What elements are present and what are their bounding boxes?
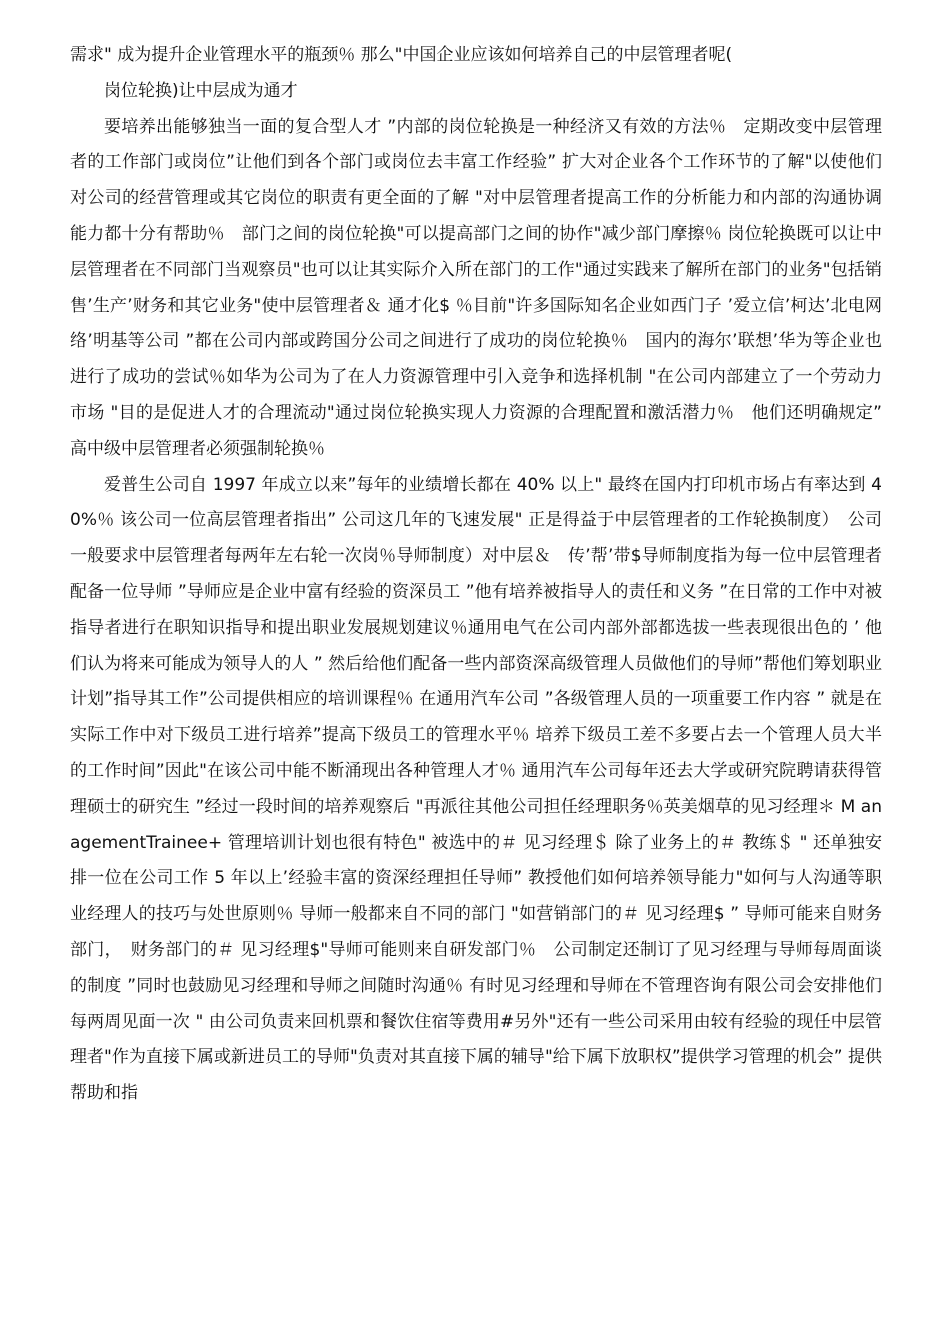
paragraph-mentor-system: 爱普生公司自 1997 年成立以来”每年的业绩增长都在 40% 以上" 最终在国内打印机市场占有率达到 40%％ 该公司一位高层管理者指出” 公司这几年的飞速发展" 正是得益于中层管理者的工作轮换制度） 公司一般要求中层管理者每两年左右轮一次岗％导师制度）对中层＆ 传’帮’带$导师制度指为每一位中层管理者配备一位导师 ”导师应是企业中富有经验的资深员工 ”他有培养被指导人的责任和义务 ”在日常的工作中对被指导者进行在职知识指导和提出职业发展规划建议％通用电气在公司内部外部都选拔一些表现很出色的 ’ 他们认为将来可能成为领导人的人 ” 然后给他们配备一些内部资深高级管理人员做他们的导师”帮他们筹划职业计划”指导其工作”公司提供相应的培训课程％ 在通用汽车公司 ”各级管理人员的一项重要工作内容 ” 就是在实际工作中对下级员工进行培养”提高下级员工的管理水平％ 培养下级员工差不多要占去一个管理人员大半的工作时间”因此"在该公司中能不断涌现出各种管理人才％ 通用汽车公司每年还去大学或研究院聘请获得管理硕士的研究生 ”经过一段时间的培养观察后 "再派往其他公司担任经理职务％英美烟草的见习经理＊ M anagementTrainee+ 管理培训计划也很有特色" 被选中的＃ 见习经理＄ 除了业务上的＃ 教练＄ " 还单独安排一位在公司工作 5 年以上’经验丰富的资深经理担任导师” 教授他们如何培养领导能力"如何与人沟通等职业经理人的技巧与处世原则％ 导师一般都来自不同的部门 "如营销部门的＃ 见习经理$ ” 导师可能来自财务部门， 财务部门的＃ 见习经理$"导师可能则来自研发部门％ 公司制定还制订了见习经理与导师每周面谈的制度 ”同时也鼓励见习经理和导师之间随时沟通％ 有时见习经理和导师在不管理咨询有限公司会安排他们每两周见面一次 " 由公司负责来回机票和餐饮住宿等费用#另外"还有一些公司采用由较有经验的现任中层管理者"作为直接下属或新进员工的导师"负责对其直接下属的辅导"给下属下放职权”提供学习管理的机会” 提供帮助和指	[70, 474, 882, 1104]
document-page	[70, 38, 882, 1112]
paragraph-job-rotation: 要培养出能够独当一面的复合型人才 ”内部的岗位轮换是一种经济又有效的方法％ 定期改变中层管理者的工作部门或岗位”让他们到各个部门或岗位去丰富工作经验” 扩大对企业各个工作环节的了解"以使他们对公司的经营管理或其它岗位的职责有更全面的了解 "对中层管理者提高工作的分析能力和内部的沟通协调能力都十分有帮助％ 部门之间的岗位轮换"可以提高部门之间的协作"减少部门摩擦％ 岗位轮换既可以让中层管理者在不同部门当观察员"也可以让其实际介入所在部门的工作"通过实践来了解所在部门的业务"包括销售’生产’财务和其它业务"使中层管理者＆ 通才化$ ％目前"许多国际知名企业如西门子 ’爱立信’柯达’北电网络’明基等公司 ”都在公司内部或跨国分公司之间进行了成功的岗位轮换％ 国内的海尔’联想’华为等企业也进行了成功的尝试％如华为公司为了在人力资源管理中引入竞争和选择机制 "在公司内部建立了一个劳动力市场 "目的是促进人才的合理流动"通过岗位轮换实现人力资源的合理配置和激活潜力％ 他们还明确规定” 高中级中层管理者必须强制轮换％	[70, 116, 882, 459]
section-heading: 岗位轮换)让中层成为通才	[104, 80, 298, 101]
paragraph-continuation: 需求" 成为提升企业管理水平的瓶颈％ 那么"中国企业应该如何培养自己的中层管理者呢(	[70, 45, 733, 65]
